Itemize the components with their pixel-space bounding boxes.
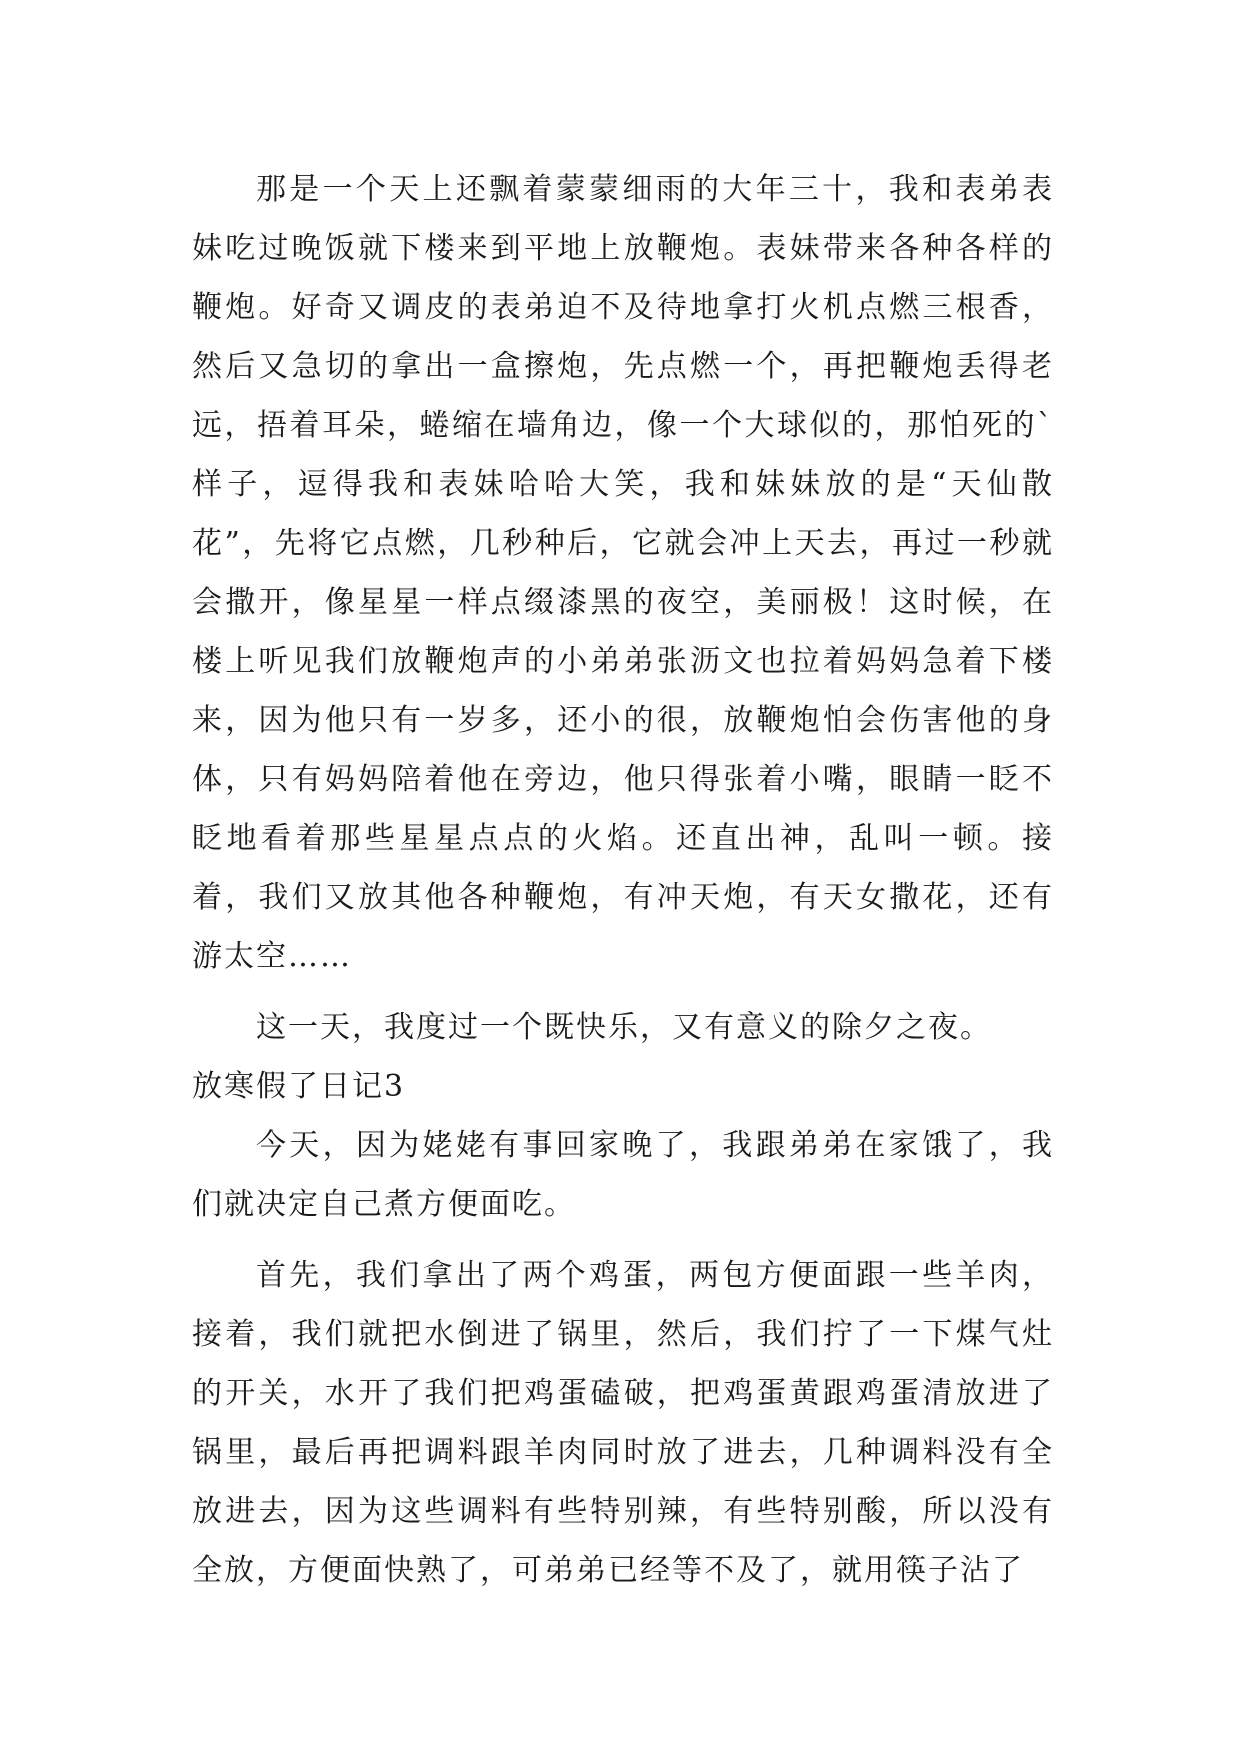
section-heading: 放寒假了日记3: [192, 1069, 406, 1104]
document-body: [192, 160, 1054, 1600]
paragraph-new-years-eve: 这一天，我度过一个既快乐，又有意义的除夕之夜。: [256, 1010, 992, 1045]
paragraph-firecrackers: 那是一个天上还飘着蒙蒙细雨的大年三十，我和表弟表妹吃过晚饭就下楼来到平地上放鞭炮。表妹带来各种各样的鞭炮。好奇又调皮的表弟迫不及待地拿打火机点燃三根香，然后又急切的拿出一盒擦炮，先点燃一个，再把鞭炮丢得老远，捂着耳朵，蜷缩在墙角边，像一个大球似的，那怕死的`样子，逗得我和表妹哈哈大笑，我和妹妹放的是“天仙散花”，先将它点燃，几秒种后，它就会冲上天去，再过一秒就会撒开，像星星一样点缀漆黑的夜空，美丽极！这时候，在楼上听见我们放鞭炮声的小弟弟张沥文也拉着妈妈急着下楼来，因为他只有一岁多，还小的很，放鞭炮怕会伤害他的身体，只有妈妈陪着他在旁边，他只得张着小嘴，眼睛一眨不眨地看着那些星星点点的火焰。还直出神，乱叫一顿。接着，我们又放其他各种鞭炮，有冲天炮，有天女撒花，还有游太空……: [192, 172, 1054, 974]
paragraph-hungry: 今天，因为姥姥有事回家晚了，我跟弟弟在家饿了，我们就决定自己煮方便面吃。: [192, 1128, 1054, 1222]
paragraph-cooking-noodles: 首先，我们拿出了两个鸡蛋，两包方便面跟一些羊肉，接着，我们就把水倒进了锅里，然后，我们拧了一下煤气灶的开关，水开了我们把鸡蛋磕破，把鸡蛋黄跟鸡蛋清放进了锅里，最后再把调料跟羊肉同时放了进去，几种调料没有全放进去，因为这些调料有些特别辣，有些特别酸，所以没有全放，方便面快熟了，可弟弟已经等不及了，就用筷子沾了: [192, 1258, 1054, 1588]
